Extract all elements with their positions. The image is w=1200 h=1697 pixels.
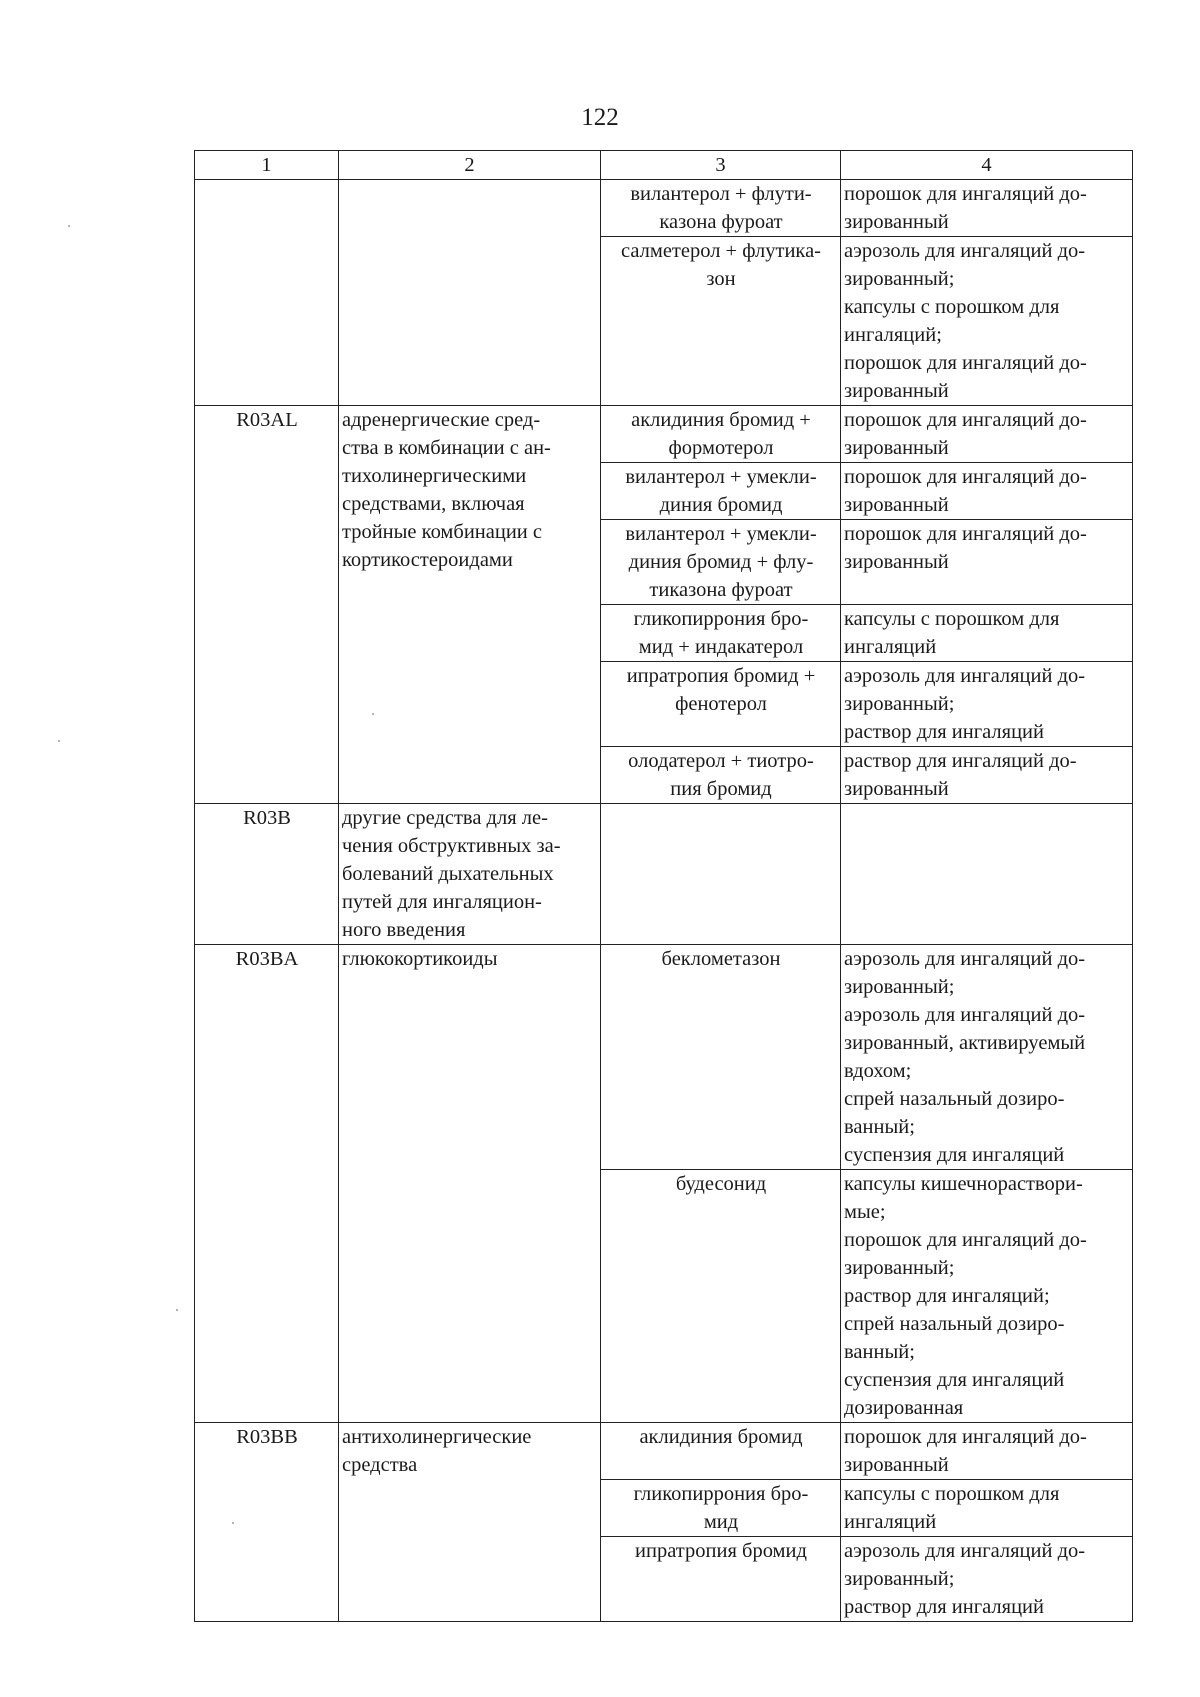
cell-line: зированный, активируемый <box>844 1032 1086 1054</box>
scan-speck <box>58 740 60 742</box>
scan-speck <box>68 225 70 227</box>
dosage-form-cell <box>841 1170 1133 1423</box>
header-col-3: 3 <box>601 151 841 180</box>
cell-line: пия бромид <box>670 778 772 800</box>
cell-line: ипратропия бромид + <box>626 665 816 687</box>
cell-line: ванный; <box>844 1341 915 1363</box>
cell-line: будесонид <box>675 1173 767 1195</box>
dosage-form-cell <box>841 662 1133 747</box>
drug-cell <box>601 1537 841 1622</box>
cell-line: беклометазон <box>661 948 781 970</box>
cell-line: чения обструктивных за- <box>342 835 561 857</box>
cell-line: порошок для ингаляций до- <box>844 183 1087 205</box>
cell-line: зированный; <box>844 1257 955 1279</box>
drug-cell <box>601 1423 841 1480</box>
cell-line: фенотерол <box>675 693 767 715</box>
dosage-form-cell <box>841 180 1133 237</box>
drug-cell <box>601 1170 841 1423</box>
dosage-form-cell <box>841 804 1133 945</box>
cell-line: путей для ингаляцион- <box>342 891 542 913</box>
cell-line: порошок для ингаляций до- <box>844 1229 1087 1251</box>
cell-line: ингаляций <box>844 1511 937 1533</box>
cell-line: суспензия для ингаляций <box>844 1369 1065 1391</box>
cell-line: болеваний дыхательных <box>342 863 554 885</box>
drug-cell <box>601 1480 841 1537</box>
cell-line: спрей назальный дозиро- <box>844 1313 1065 1335</box>
drug-cell <box>601 520 841 605</box>
cell-line: ванный; <box>844 1116 915 1138</box>
dosage-form-cell <box>841 237 1133 406</box>
cell-line: зон <box>706 268 736 290</box>
cell-line: глюкокортикоиды <box>342 948 498 970</box>
cell-line: гликопиррония бро- <box>633 1483 809 1505</box>
cell-line: мид <box>703 1511 739 1533</box>
cell-line: раствор для ингаляций <box>844 721 1044 743</box>
table-row <box>195 945 1133 1170</box>
header-row <box>195 151 1133 180</box>
cell-line: ства в комбинации с ан- <box>342 437 551 459</box>
dosage-form-cell <box>841 605 1133 662</box>
cell-line: ипратропия бромид <box>635 1540 807 1562</box>
drug-cell <box>601 237 841 406</box>
dosage-form-cell <box>841 1480 1133 1537</box>
drug-classification-table <box>194 150 1133 1622</box>
cell-line: порошок для ингаляций до- <box>844 523 1087 545</box>
cell-line: мид + индакатерол <box>638 636 804 658</box>
cell-line: капсулы с порошком для <box>844 1483 1060 1505</box>
cell-line: вдохом; <box>844 1060 912 1082</box>
cell-line: аэрозоль для ингаляций до- <box>844 948 1086 970</box>
cell-line: спрей назальный дозиро- <box>844 1088 1065 1110</box>
cell-line: дозированная <box>844 1397 964 1419</box>
cell-line: раствор для ингаляций до- <box>844 750 1077 772</box>
cell-line: формотерол <box>668 437 774 459</box>
dosage-form-cell <box>841 747 1133 804</box>
cell-line: олодатерол + тиотро- <box>628 750 814 772</box>
cell-line: ного введения <box>342 919 466 941</box>
cell-line: вилантерол + умекли- <box>625 466 817 488</box>
cell-line: раствор для ингаляций <box>844 1596 1044 1618</box>
scan-speck <box>232 1522 234 1524</box>
cell-line: порошок для ингаляций до- <box>844 352 1087 374</box>
cell-line: средствами, включая <box>342 493 525 515</box>
cell-line: ингаляций; <box>844 324 942 346</box>
code-cell: R03AL <box>195 406 339 804</box>
cell-line: аэрозоль для ингаляций до- <box>844 1004 1086 1026</box>
code-cell: R03BA <box>195 945 339 1423</box>
cell-line: кортикостероидами <box>342 549 513 571</box>
code-cell: R03BB <box>195 1423 339 1622</box>
cell-line: тихолинергическими <box>342 465 527 487</box>
cell-line: другие средства для ле- <box>342 807 548 829</box>
cell-line: ингаляций <box>844 636 937 658</box>
table-row <box>195 406 1133 463</box>
page-number: 122 <box>581 104 619 131</box>
cell-line: зированный <box>844 778 949 800</box>
cell-line: капсулы с порошком для <box>844 608 1060 630</box>
header-col-1: 1 <box>195 151 339 180</box>
cell-line: зированный <box>844 437 949 459</box>
cell-line: зированный <box>844 494 949 516</box>
cell-line: порошок для ингаляций до- <box>844 409 1087 431</box>
group-name-cell <box>339 1423 601 1622</box>
drug-cell <box>601 463 841 520</box>
cell-line: средства <box>342 1454 418 1476</box>
cell-line: казона фуроат <box>659 211 783 233</box>
drug-cell <box>601 180 841 237</box>
drug-cell <box>601 804 841 945</box>
cell-line: вилантерол + умекли- <box>625 523 817 545</box>
table-row <box>195 1423 1133 1480</box>
cell-line: зированный; <box>844 268 955 290</box>
group-name-cell <box>339 406 601 804</box>
cell-line: суспензия для ингаляций <box>844 1144 1065 1166</box>
drug-cell <box>601 945 841 1170</box>
code-cell <box>195 180 339 406</box>
cell-line: капсулы с порошком для <box>844 296 1060 318</box>
dosage-form-cell <box>841 463 1133 520</box>
cell-line: тройные комбинации с <box>342 521 543 543</box>
cell-line: аэрозоль для ингаляций до- <box>844 665 1086 687</box>
cell-line: аклидиния бромид + <box>631 409 811 431</box>
cell-line: порошок для ингаляций до- <box>844 466 1087 488</box>
cell-line: аклидиния бромид <box>639 1426 803 1448</box>
cell-line: раствор для ингаляций; <box>844 1285 1050 1307</box>
cell-line: зированный <box>844 211 949 233</box>
drug-cell <box>601 406 841 463</box>
cell-line: порошок для ингаляций до- <box>844 1426 1087 1448</box>
cell-line: адренергические сред- <box>342 409 541 431</box>
cell-line: мые; <box>844 1201 886 1223</box>
cell-line: вилантерол + флути- <box>630 183 812 205</box>
cell-line: капсулы кишечнораствори- <box>844 1173 1083 1195</box>
cell-line: гликопиррония бро- <box>633 608 809 630</box>
header-col-4: 4 <box>841 151 1133 180</box>
dosage-form-cell <box>841 406 1133 463</box>
header-col-2: 2 <box>339 151 601 180</box>
group-name-cell <box>339 945 601 1423</box>
cell-line: зированный <box>844 380 949 402</box>
code-cell: R03B <box>195 804 339 945</box>
cell-line: зированный <box>844 1454 949 1476</box>
dosage-form-cell <box>841 1537 1133 1622</box>
cell-line: зированный; <box>844 976 955 998</box>
dosage-form-cell <box>841 1423 1133 1480</box>
dosage-form-cell <box>841 520 1133 605</box>
group-name-cell <box>339 804 601 945</box>
cell-line: диния бромид + флу- <box>628 551 814 573</box>
cell-line: тиказона фуроат <box>649 579 793 601</box>
cell-line: аэрозоль для ингаляций до- <box>844 1540 1086 1562</box>
cell-line: зированный; <box>844 693 955 715</box>
group-name-cell <box>339 180 601 406</box>
cell-line: аэрозоль для ингаляций до- <box>844 240 1086 262</box>
scan-speck <box>176 1309 178 1311</box>
drug-cell <box>601 605 841 662</box>
cell-line: салметерол + флутика- <box>620 240 821 262</box>
dosage-form-cell <box>841 945 1133 1170</box>
cell-line: зированный <box>844 551 949 573</box>
drug-cell <box>601 662 841 747</box>
table-row <box>195 180 1133 237</box>
cell-line: зированный; <box>844 1568 955 1590</box>
cell-line: диния бромид <box>659 494 783 516</box>
scan-speck <box>372 713 374 715</box>
cell-line: антихолинергические <box>342 1426 532 1448</box>
table-row <box>195 804 1133 945</box>
drug-cell <box>601 747 841 804</box>
